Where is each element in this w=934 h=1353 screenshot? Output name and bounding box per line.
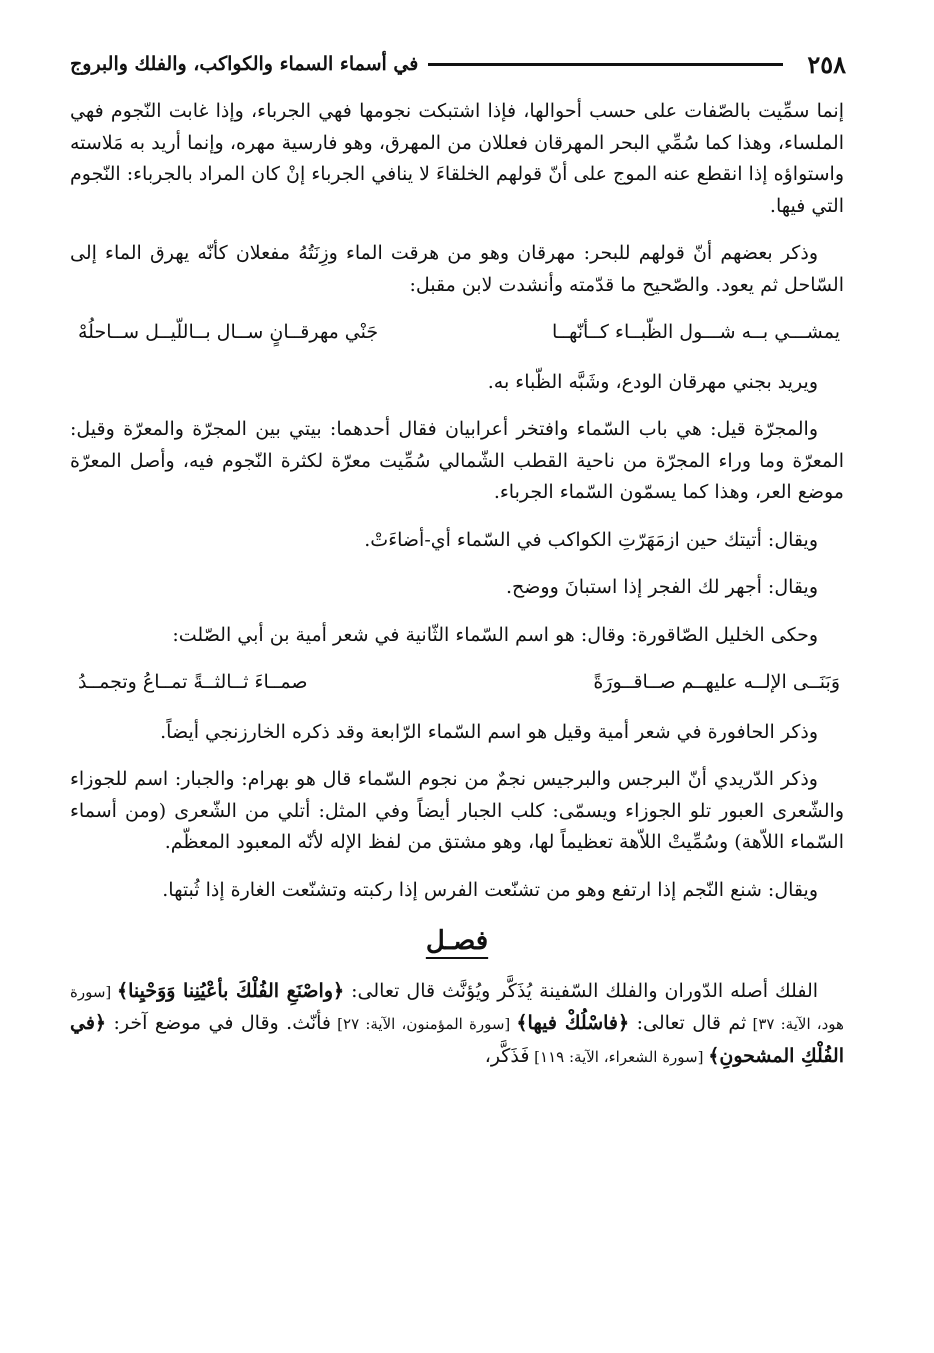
verse-second-hemistich: جَنْي مهرقــانٍ ســال بــاللّيــل ســاحلُهْ [78,321,379,343]
paragraph: ويريد بجني مهرقان الودع، وشَبَّه الظّباء به. [487,370,818,393]
verse-line [70,667,844,699]
running-title: في أسماء السماء والكواكب، والفلك والبروج [70,53,419,75]
text-run: ثم قال تعالى: [629,1012,747,1034]
paragraph [70,976,844,1074]
text-run: الفلك أصله الدّوران والفلك السّفينة يُذَكَّر ويُؤنَّث قال تعالى: [344,979,819,1002]
verse-reference: [سورة هود، الآية: ٣٧] [70,982,844,1033]
quran-quote: ﴿في الفُلْكِ المشحونِ﴾ [70,1012,844,1067]
paragraph: وذكر بعضهم أنّ قولهم للبحر: مهرقان وهو من هرقت الماء وزِنَتُهُ مفعلان كأنّه يهرق الماء إلى السّاحل ثم يعود. والصّحيح ما قدّمته وأنشدت لابن مقبل: [70,242,844,296]
page-number: ٢٥٨ [807,49,846,79]
quran-quote: ﴿فاسْلُكْ فيها﴾ [516,1012,630,1034]
paragraph: ويقال: أجهر لك الفجر إذا استبانَ ووضح. [505,576,818,598]
verse-reference: [سورة الشعراء، الآية: ١١٩] [529,1047,709,1066]
verse-reference: [سورة المؤمنون، الآية: ٢٧] [331,1015,517,1033]
header-rule [428,63,783,66]
page-header [70,44,846,84]
paragraph: ويقال: شنع النّجم إذا ارتفع وهو من تشنّعت الفرس إذا ركبته وتشنّعت الغارة إذا ثُبتها. [162,878,818,901]
paragraph: وذكر الحافورة في شعر أمية وقيل هو اسم السّماء الرّابعة وقد ذكره الخارزنجي أيضاً. [160,720,818,743]
paragraph: وحكى الخليل الصّاقورة: وقال: هو اسم السّماء الثّانية في شعر أمية بن أبي الصّلت: [172,623,818,646]
section-heading: فصـل [425,926,489,956]
paragraph: إنما سمِّيت بالصّفات على حسب أحوالها، فإذا اشتبكت نجومها فهي الجرباء، وإذا غابت النّجوم فهي الملساء، وهذا كما سُمِّي البحر المهرقان فعللان من المهرق، وهو فارسية مهره، وإنما أريد به مَلاسته واستواؤه إذا انقطع عنه الموج على أنّ قولهم الخلقاءَ لا ينافي الجرباء إنْ كان المراد بالجرباء: النّجوم التي فيها. [70,100,844,217]
paragraph: وذكر الدّريدي أنّ البرجس والبرجيس نجمٌ من نجوم السّماء قال هو بهرام: والجبار: اسم للجوزاء والشّعرى العبور تلو الجوزاء ويسمّى: كلب الجبار أيضاً وفي المثل: أتلي من الشّعرى (ومن أسماء السّماء اللاّهة) وسُمِّيتْ اللاّهة تعظيماً لها، وهو مشتق من لفظ الإله لأنّه المعبود المعظّم. [70,768,844,853]
paragraph: والمجرّة قيل: هي باب السّماء وافتخر أعرابيان فقال أحدهما: بيتي بين المجرّة والمعرّة وقيل: المعرّة وما وراء المجرّة من ناحية القطب الشّمالي سُمِّيت معرّة لكثرة النّجوم فيه، وأصل المعرّة موضع العر، وهذا كما يسمّون السّماء الجرباء. [70,418,844,503]
verse-first-hemistich: يمشـــي بــه شـــول الظّبــاء كــأنّهــا [552,321,840,343]
quran-quote: ﴿واصْنَعِ الفُلْكَ بأعْيُنِنا وَوَحْيِنا﴾ [117,979,345,1002]
verse-line [70,317,844,349]
text-run: فَذَكَّر، [484,1044,530,1067]
verse-second-hemistich: صمــاءَ ثــالثــةً تمــاعُ وتجمــدُ [78,671,308,693]
paragraph: ويقال: أتيتك حين ازمَهَرّتِ الكواكب في السّماء أي-أضاءَتْ. [364,528,818,551]
main-text [70,96,844,1089]
verse-first-hemistich: وَبَنَــى الإلــه عليهــم صــاقــورَةً [593,671,840,693]
text-run: فأنّث. وقال في موضع آخر: [106,1012,332,1034]
